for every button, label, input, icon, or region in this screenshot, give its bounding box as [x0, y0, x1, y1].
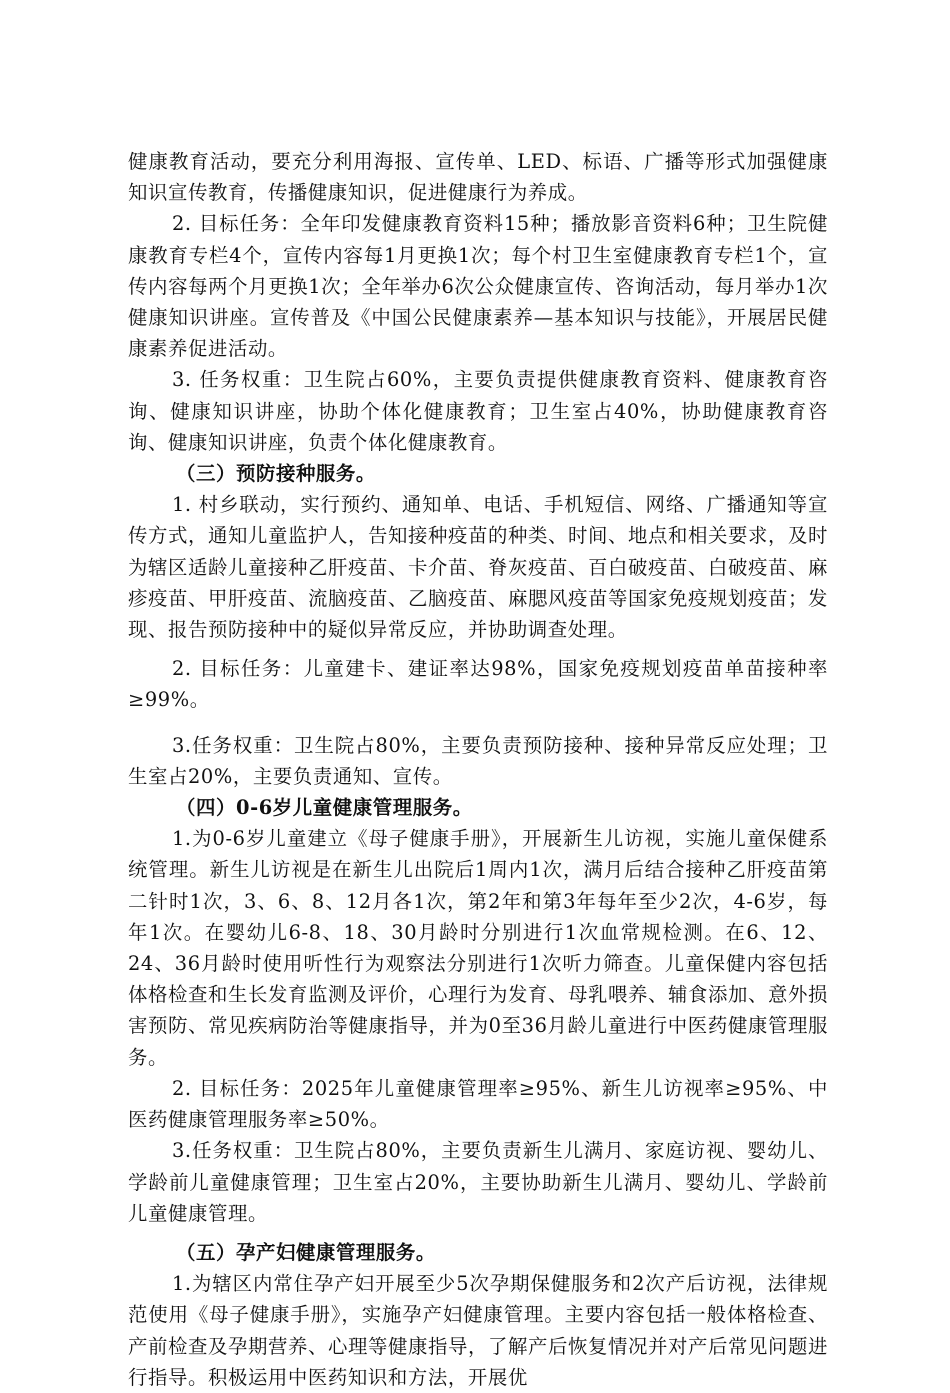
- paragraph-health-education-targets: 2. 目标任务：全年印发健康教育资料15种；播放影音资料6种；卫生院健康教育专栏4个，宣传内容每1月更换1次；每个村卫生室健康教育专栏1个，宣传内容每两个月更换1次；全年举办6次公众健康宣传、咨询活动，每月举办1次健康知识讲座。宣传普及《中国公民健康素养—基本知识与技能》，开展居民健康素养促进活动。: [128, 212, 828, 361]
- section-heading-maternal-health: （五）孕产妇健康管理服务。: [176, 1240, 436, 1264]
- section-heading-vaccination: （三）预防接种服务。: [176, 462, 376, 486]
- paragraph-child-health-weights: 3.任务权重：卫生院占80%，主要负责新生儿满月、家庭访视、婴幼儿、学龄前儿童健康管理；卫生室占20%，主要协助新生儿满月、婴幼儿、学龄前儿童健康管理。: [128, 1139, 828, 1225]
- paragraph-vaccination-targets: 2. 目标任务：儿童建卡、建证率达98%，国家免疫规划疫苗单苗接种率≥99%。: [128, 657, 828, 712]
- paragraph-child-health-targets: 2. 目标任务：2025年儿童健康管理率≥95%、新生儿访视率≥95%、中医药健康管理服务率≥50%。: [128, 1076, 828, 1132]
- paragraph-health-education-activities: 健康教育活动，要充分利用海报、宣传单、LED、标语、广播等形式加强健康知识宣传教育，传播健康知识，促进健康行为养成。: [128, 150, 828, 205]
- paragraph-health-education-weights: 3. 任务权重：卫生院占60%，主要负责提供健康教育资料、健康教育咨询、健康知识讲座，协助个体化健康教育；卫生室占40%，协助健康教育咨询、健康知识讲座，负责个体化健康教育。: [128, 368, 828, 454]
- paragraph-vaccination-coordination: 1. 村乡联动，实行预约、通知单、电话、手机短信、网络、广播通知等宣传方式，通知儿童监护人，告知接种疫苗的种类、时间、地点和相关要求，及时为辖区适龄儿童接种乙肝疫苗、卡介苗、脊灰疫苗、百白破疫苗、白破疫苗、麻疹疫苗、甲肝疫苗、流脑疫苗、乙脑疫苗、麻腮风疫苗等国家免疫规划疫苗；发现、报告预防接种中的疑似异常反应，并协助调查处理。: [128, 493, 828, 642]
- document-body: [128, 146, 828, 1393]
- paragraph-maternal-health-services: 1.为辖区内常住孕产妇开展至少5次孕期保健服务和2次产后访视，法律规范使用《母子健康手册》，实施孕产妇健康管理。主要内容包括一般体格检查、产前检查及孕期营养、心理等健康指导，了解产后恢复情况并对产后常见问题进行指导。积极运用中医药知识和方法，开展优: [128, 1272, 828, 1389]
- paragraph-child-health-services: 1.为0-6岁儿童建立《母子健康手册》，开展新生儿访视，实施儿童保健系统管理。新生儿访视是在新生儿出院后1周内1次，满月后结合接种乙肝疫苗第二针时1次，3、6、8、12月各1次，第2年和第3年每年至少2次，4-6岁，每年1次。在婴幼儿6-8、18、30月龄时分别进行1次血常规检测。在6、12、24、36月龄时使用听性行为观察法分别进行1次听力筛查。儿童保健内容包括体格检查和生长发育监测及评价，心理行为发育、母乳喂养、辅食添加、意外损害预防、常见疾病防治等健康指导，并为0至36月龄儿童进行中医药健康管理服务。: [128, 827, 828, 1069]
- section-heading-child-health: （四）0-6岁儿童健康管理服务。: [176, 796, 473, 820]
- paragraph-vaccination-weights: 3.任务权重：卫生院占80%，主要负责预防接种、接种异常反应处理；卫生室占20%，主要负责通知、宣传。: [128, 733, 828, 788]
